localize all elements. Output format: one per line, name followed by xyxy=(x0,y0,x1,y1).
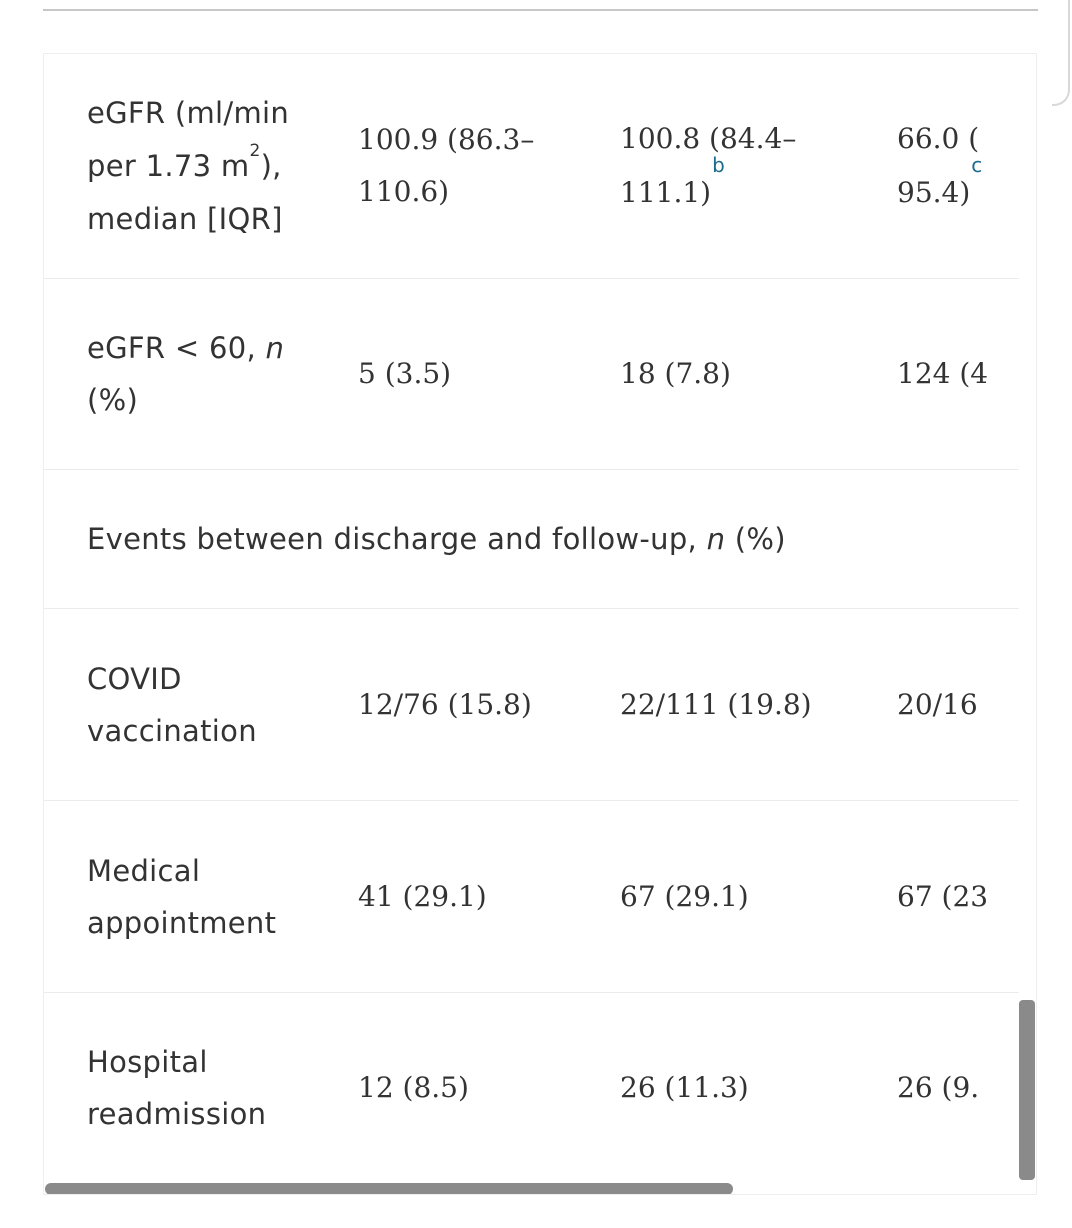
page-edge-frame xyxy=(1052,0,1070,106)
horizontal-scrollbar-thumb[interactable] xyxy=(45,1183,733,1195)
section-header xyxy=(44,470,1019,609)
cell-value: 67 (29.1) xyxy=(620,879,749,913)
vertical-scrollbar-thumb[interactable] xyxy=(1019,1000,1035,1180)
footnote-link[interactable]: c xyxy=(971,153,983,177)
table-cell xyxy=(620,801,897,993)
row-label xyxy=(44,993,358,1183)
section-header-row xyxy=(44,470,1019,609)
cell-value: 100.8 (84.4–111.1) xyxy=(620,122,797,209)
data-table xyxy=(44,54,1019,1182)
cell-value: 41 (29.1) xyxy=(358,879,487,913)
table-cell xyxy=(358,993,620,1183)
table-cell xyxy=(897,801,1019,993)
table-cell xyxy=(358,609,620,801)
section-italic: n xyxy=(706,522,726,556)
table-row xyxy=(44,801,1019,993)
table-viewport xyxy=(44,54,1019,1182)
label-italic: n xyxy=(265,331,285,365)
table-cell xyxy=(358,801,620,993)
label-text: eGFR (ml/min per 1.73 m xyxy=(87,95,290,183)
cell-value: 18 (7.8) xyxy=(620,357,731,390)
cell-value: 67 (23 xyxy=(897,879,989,913)
table-row xyxy=(44,279,1019,470)
table-cell xyxy=(897,54,1019,279)
table-scroll-container[interactable] xyxy=(43,53,1037,1195)
top-divider xyxy=(43,9,1038,11)
cell-value: 100.9 (86.3–110.6) xyxy=(358,123,535,208)
cell-value: 95.4) xyxy=(897,176,971,209)
label-text: eGFR < 60, xyxy=(87,331,266,365)
table-cell xyxy=(358,279,620,470)
cell-value: 26 (9. xyxy=(897,1071,980,1104)
cell-value: 5 (3.5) xyxy=(358,357,452,390)
footnote-link[interactable]: b xyxy=(712,153,725,177)
table-cell xyxy=(897,609,1019,801)
cell-value: 22/111 (19.8) xyxy=(620,687,812,721)
cell-value: 12 (8.5) xyxy=(358,1071,469,1104)
table-cell xyxy=(620,54,897,279)
table-row xyxy=(44,54,1019,279)
cell-value: 124 (4 xyxy=(897,357,989,390)
table-row xyxy=(44,993,1019,1183)
label-text: Hospital readmission xyxy=(87,1045,267,1131)
label-text: ), median [IQR] xyxy=(87,148,283,236)
table-cell xyxy=(620,609,897,801)
row-label xyxy=(44,54,358,279)
table-cell xyxy=(620,993,897,1183)
label-text: (%) xyxy=(87,383,139,417)
table-cell xyxy=(620,279,897,470)
table-cell xyxy=(897,279,1019,470)
row-label xyxy=(44,801,358,993)
table-row xyxy=(44,609,1019,801)
cell-value: 66.0 ( xyxy=(897,122,980,155)
cell-value: 20/16 xyxy=(897,687,978,721)
label-text: Medical appointment xyxy=(87,853,277,940)
table-cell xyxy=(897,993,1019,1183)
label-text: COVID vaccination xyxy=(87,661,257,748)
table-cell xyxy=(358,54,620,279)
superscript: 2 xyxy=(249,140,261,161)
cell-value: 26 (11.3) xyxy=(620,1071,749,1104)
row-label xyxy=(44,279,358,470)
cell-value: 12/76 (15.8) xyxy=(358,687,532,721)
section-text: (%) xyxy=(725,522,786,556)
row-label xyxy=(44,609,358,801)
section-text: Events between discharge and follow-up, xyxy=(87,522,707,556)
